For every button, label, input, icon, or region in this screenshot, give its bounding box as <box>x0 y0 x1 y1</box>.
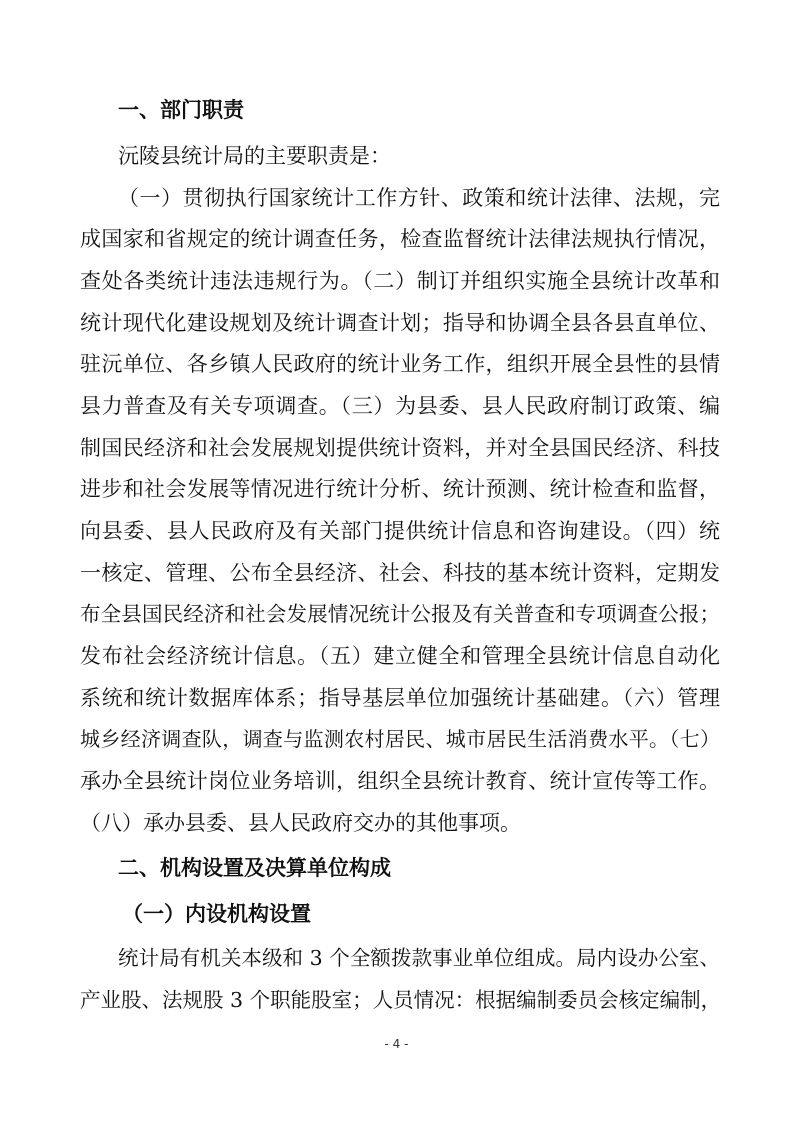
body-line: 进步和社会发展等情况进行统计分析、统计预测、统计检查和监督， <box>80 477 720 501</box>
section2-subheading: （一）内设机构设置 <box>122 902 311 926</box>
body-line: 县力普查及有关专项调查。（三）为县委、县人民政府制订政策、编 <box>80 394 720 418</box>
page-number: - 4 - <box>384 1037 409 1051</box>
section2-heading: 二、机构设置及决算单位构成 <box>118 856 391 880</box>
section1-heading: 一、部门职责 <box>118 98 244 122</box>
body-line: 向县委、县人民政府及有关部门提供统计信息和咨询建设。（四）统 <box>80 519 720 543</box>
body-line: 承办全县统计岗位业务培训，组织全县统计教育、统计宣传等工作。 <box>80 769 720 793</box>
body-line: 统计现代化建设规划及统计调查计划；指导和协调全县各县直单位、 <box>80 311 720 335</box>
body-line: （一）贯彻执行国家统计工作方针、政策和统计法律、法规，完 <box>118 186 720 210</box>
body-line: 城乡经济调查队，调查与监测农村居民、城市居民生活消费水平。（七） <box>80 727 720 751</box>
body-line: 成国家和省规定的统计调查任务，检查监督统计法律法规执行情况， <box>80 227 720 251</box>
body-line: 布全县国民经济和社会发展情况统计公报及有关普查和专项调查公报； <box>80 602 720 626</box>
body-line: 一核定、管理、公布全县经济、社会、科技的基本统计资料，定期发 <box>80 561 720 585</box>
body-line: 产业股、法规股 3 个职能股室；人员情况：根据编制委员会核定编制， <box>80 988 722 1012</box>
body-line: 发布社会经济统计信息。（五）建立健全和管理全县统计信息自动化 <box>80 644 720 668</box>
section1-intro: 沅陵县统计局的主要职责是： <box>118 144 391 168</box>
body-line: （八）承办县委、县人民政府交办的其他事项。 <box>80 811 521 835</box>
body-line: 统计局有机关本级和 3 个全额拨款事业单位组成。局内设办公室、 <box>118 946 720 970</box>
body-line: 系统和统计数据库体系；指导基层单位加强统计基础建。（六）管理 <box>80 686 720 710</box>
body-line: 查处各类统计违法违规行为。（二）制订并组织实施全县统计改革和 <box>80 269 720 293</box>
body-line: 驻沅单位、各乡镇人民政府的统计业务工作，组织开展全县性的县情 <box>80 352 720 376</box>
body-line: 制国民经济和社会发展规划提供统计资料，并对全县国民经济、科技 <box>80 436 720 460</box>
